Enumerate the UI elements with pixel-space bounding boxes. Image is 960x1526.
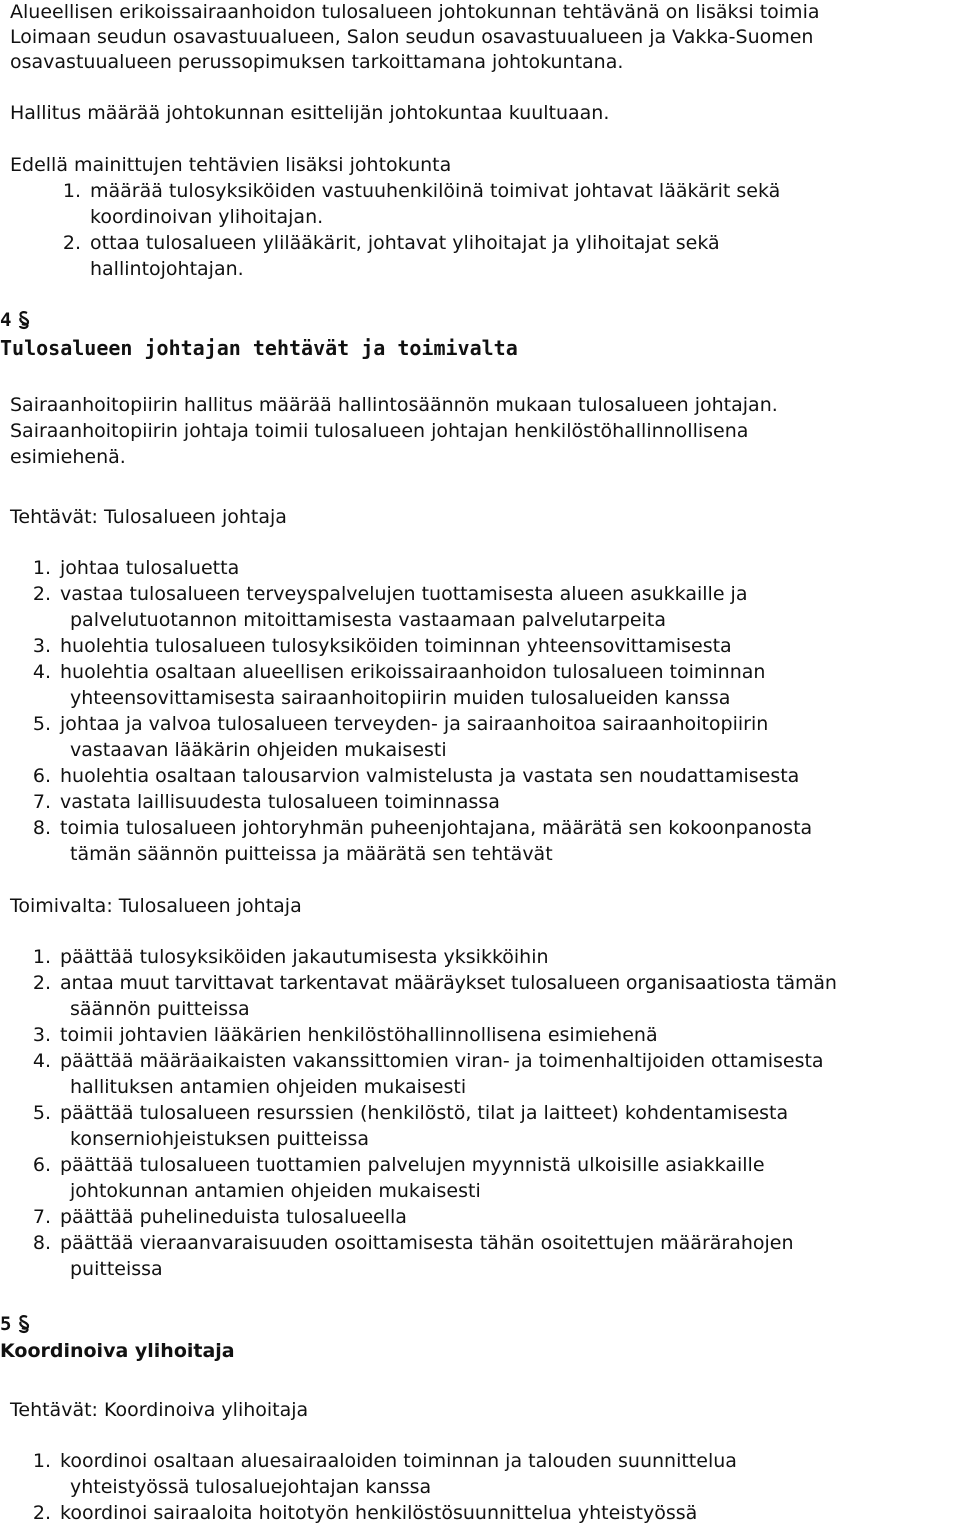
intro-paragraph-line: osavastuualueen perussopimuksen tarkoittamana johtokuntana.: [10, 51, 624, 73]
list-number: 3.: [32, 1024, 51, 1046]
list-number: 4.: [32, 661, 51, 683]
section-sign-icon: [17, 1314, 31, 1334]
subheading: Toimivalta: Tulosalueen johtaja: [10, 895, 302, 917]
list-text-continuation: hallintojohtajan.: [90, 258, 244, 280]
list-text: huolehtia tulosalueen tulosyksiköiden toiminnan yhteensovittamisesta: [60, 635, 732, 657]
list-number: 3.: [32, 635, 51, 657]
list-number: 6.: [32, 765, 51, 787]
list-text-continuation: hallituksen antamien ohjeiden mukaisesti: [70, 1076, 467, 1098]
list-text: päättää määräaikaisten vakanssittomien viran- ja toimenhaltijoiden ottamisesta: [60, 1050, 824, 1072]
list-text: toimii johtavien lääkärien henkilöstöhallinnollisena esimiehenä: [60, 1024, 658, 1046]
intro-paragraph: Edellä mainittujen tehtävien lisäksi johtokunta: [10, 154, 452, 176]
list-text: päättää tulosalueen resurssien (henkilöstö, tilat ja laitteet) kohdentamisesta: [60, 1102, 789, 1124]
list-text: päättää tulosalueen tuottamien palvelujen myynnistä ulkoisille asiakkaille: [60, 1154, 765, 1176]
section-sign-icon: [17, 310, 31, 330]
list-number: 7.: [32, 1206, 51, 1228]
list-text-continuation: vastaavan lääkärin ohjeiden mukaisesti: [70, 739, 447, 761]
list-text-continuation: johtokunnan antamien ohjeiden mukaisesti: [70, 1180, 481, 1202]
list-number: 2.: [32, 1502, 51, 1524]
list-text-continuation: puitteissa: [70, 1258, 163, 1280]
list-number: 4.: [32, 1050, 51, 1072]
list-number: 2.: [32, 583, 51, 605]
list-number: 8.: [32, 817, 51, 839]
list-text-continuation: yhteensovittamisesta sairaanhoitopiirin muiden tulosalueiden kanssa: [70, 687, 731, 709]
section-paragraph-line: Sairaanhoitopiirin hallitus määrää hallintosäännön mukaan tulosalueen johtajan.: [10, 394, 778, 416]
list-text: johtaa tulosaluetta: [60, 557, 240, 579]
list-number: 1.: [32, 1450, 51, 1472]
list-text-continuation: konserniohjeistuksen puitteissa: [70, 1128, 370, 1150]
list-text-continuation: tämän säännön puitteissa ja määrätä sen tehtävät: [70, 843, 553, 865]
intro-paragraph-line: Loimaan seudun osavastuualueen, Salon seudun osavastuualueen ja Vakka-Suomen: [10, 26, 814, 48]
list-number: 1.: [32, 946, 51, 968]
list-text: vastata laillisuudesta tulosalueen toiminnassa: [60, 791, 500, 813]
list-number: 2.: [62, 232, 81, 254]
list-number: 8.: [32, 1232, 51, 1254]
list-text: päättää tulosyksiköiden jakautumisesta yksikköihin: [60, 946, 549, 968]
list-text: huolehtia osaltaan alueellisen erikoissairaanhoidon tulosalueen toiminnan: [60, 661, 766, 683]
list-text-continuation: palvelutuotannon mitoittamisesta vastaamaan palvelutarpeita: [70, 609, 666, 631]
subheading: Tehtävät: Tulosalueen johtaja: [10, 506, 287, 528]
list-number: 6.: [32, 1154, 51, 1176]
list-text: johtaa ja valvoa tulosalueen terveyden- ja sairaanhoitoa sairaanhoitopiirin: [60, 713, 769, 735]
list-number: 5.: [32, 1102, 51, 1124]
list-text: toimia tulosalueen johtoryhmän puheenjohtajana, määrätä sen kokoonpanosta: [60, 817, 813, 839]
list-text: huolehtia osaltaan talousarvion valmistelusta ja vastata sen noudattamisesta: [60, 765, 800, 787]
list-number: 1.: [62, 180, 81, 202]
list-text: määrää tulosyksiköiden vastuuhenkilöinä toimivat johtavat lääkärit sekä: [90, 180, 781, 202]
list-text: ottaa tulosalueen ylilääkärit, johtavat ylihoitajat ja ylihoitajat sekä: [90, 232, 720, 254]
list-number: 1.: [32, 557, 51, 579]
list-text-continuation: säännön puitteissa: [70, 998, 250, 1020]
list-text: antaa muut tarvittavat tarkentavat määräykset tulosalueen organisaatiosta tämän: [60, 972, 837, 994]
list-text: koordinoi sairaaloita hoitotyön henkilöstösuunnittelua yhteistyössä: [60, 1502, 698, 1524]
list-text: vastaa tulosalueen terveyspalvelujen tuottamisesta alueen asukkaille ja: [60, 583, 748, 605]
subheading: Tehtävät: Koordinoiva ylihoitaja: [10, 1399, 309, 1421]
section-number: 5: [0, 1313, 31, 1335]
section-number: 4: [0, 309, 31, 331]
list-text: koordinoi osaltaan aluesairaaloiden toiminnan ja talouden suunnittelua: [60, 1450, 737, 1472]
list-text-continuation: koordinoivan ylihoitajan.: [90, 206, 324, 228]
list-number: 5.: [32, 713, 51, 735]
list-text: päättää vieraanvaraisuuden osoittamisesta tähän osoitettujen määrärahojen: [60, 1232, 794, 1254]
section-heading: Tulosalueen johtajan tehtävät ja toimivalta: [0, 336, 518, 360]
list-number: 7.: [32, 791, 51, 813]
section-paragraph-line: Sairaanhoitopiirin johtaja toimii tulosalueen johtajan henkilöstöhallinnollisena: [10, 420, 749, 442]
intro-paragraph: Hallitus määrää johtokunnan esittelijän johtokuntaa kuultuaan.: [10, 102, 610, 124]
list-number: 2.: [32, 972, 51, 994]
intro-paragraph-line: Alueellisen erikoissairaanhoidon tulosalueen johtokunnan tehtävänä on lisäksi toimia: [10, 1, 820, 23]
section-paragraph-line: esimiehenä.: [10, 446, 126, 468]
list-text: päättää puhelineduista tulosalueella: [60, 1206, 407, 1228]
section-heading: Koordinoiva ylihoitaja: [0, 1340, 235, 1362]
list-text-continuation: yhteistyössä tulosaluejohtajan kanssa: [70, 1476, 432, 1498]
